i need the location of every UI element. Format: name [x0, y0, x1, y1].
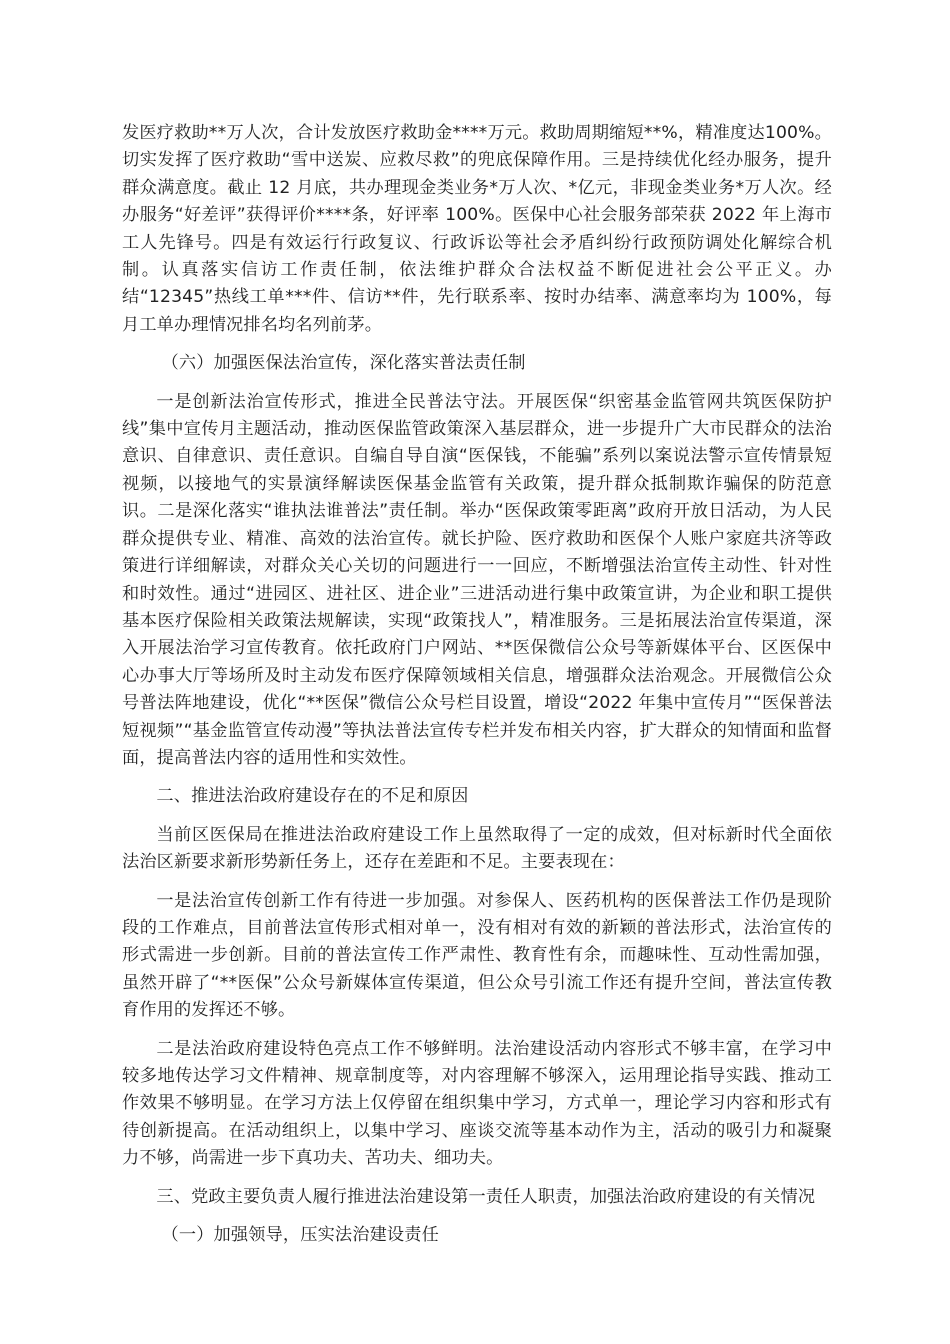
section-heading-2: 二、推进法治政府建设存在的不足和原因 [156, 786, 469, 807]
document-page [122, 120, 832, 1260]
body-paragraph-continuation: 发医疗救助**万人次，合计发放医疗救助金****万元。救助周期缩短**%，精准度达100%。切实发挥了医疗救助“雪中送炭、应救尽救”的兜底保障作用。三是持续优化经办服务，提升群众满意度。截止 12 月底，共办理现金类业务*万人次、*亿元，非现金类业务*万人次。经办服务“好差评”获得评价****条，好评率 100%。医保中心社会服务部荣获 2022 年上海市工人先锋号。四是有效运行行政复议、行政诉讼等社会矛盾纠纷行政预防调处化解综合机制。认真落实信访工作责任制，依法维护群众合法权益不断促进社会公平正义。办结“12345”热线工单***件、信访**件，先行联系率、按时办结率、满意率均为 100%，每月工单办理情况排名均名列前茅。 [122, 123, 832, 335]
subsection-heading-1: （一）加强领导，压实法治建设责任 [161, 1225, 439, 1246]
body-paragraph: 当前区医保局在推进法治政府建设工作上虽然取得了一定的成效，但对标新时代全面依法治区新要求新形势新任务上，还存在差距和不足。主要表现在： [122, 824, 832, 873]
body-paragraph: 二是法治政府建设特色亮点工作不够鲜明。法治建设活动内容形式不够丰富，在学习中较多地传达学习文件精神、规章制度等，对内容理解不够深入，运用理论指导实践、推动工作效果不够明显。在学习方法上仅停留在组织集中学习，方式单一，理论学习内容和形式有待创新提高。在活动组织上，以集中学习、座谈交流等基本动作为主，活动的吸引力和凝聚力不够，尚需进一步下真功夫、苦功夫、细功夫。 [122, 1038, 832, 1169]
section-heading-3: 三、党政主要负责人履行推进法治建设第一责任人职责，加强法治政府建设的有关情况 [156, 1186, 816, 1207]
body-paragraph: 一是法治宣传创新工作有待进一步加强。对参保人、医药机构的医保普法工作仍是现阶段的工作难点，目前普法宣传形式相对单一，没有相对有效的新颖的普法形式，法治宣传的形式需进一步创新。目前的普法宣传工作严肃性、教育性有余，而趣味性、互动性需加强，虽然开辟了“**医保”公众号新媒体宣传渠道，但公众号引流工作还有提升空间，普法宣传教育作用的发挥还不够。 [122, 890, 832, 1021]
section-heading-6: （六）加强医保法治宣传，深化落实普法责任制 [161, 353, 526, 374]
body-paragraph: 一是创新法治宣传形式，推进全民普法守法。开展医保“织密基金监管网共筑医保防护线”集中宣传月主题活动，推动医保监管政策深入基层群众，进一步提升广大市民群众的法治意识、自律意识、责任意识。自编自导自演“医保钱，不能骗”系列以案说法警示宣传情景短视频，以接地气的实景演绎解读医保基金监管有关政策，提升群众抵制欺诈骗保的防范意识。二是深化落实“谁执法谁普法”责任制。举办“医保政策零距离”政府开放日活动，为人民群众提供专业、精准、高效的法治宣传。就长护险、医疗救助和医保个人账户家庭共济等政策进行详细解读，对群众关心关切的问题进行一一回应，不断增强法治宣传主动性、针对性和时效性。通过“进园区、进社区、进企业”三进活动进行集中政策宣讲，为企业和职工提供基本医疗保险相关政策法规解读，实现“政策找人”，精准服务。三是拓展法治宣传渠道，深入开展法治学习宣传教育。依托政府门户网站、**医保微信公众号等新媒体平台、区医保中心办事大厅等场所及时主动发布医疗保障领域相关信息，增强群众法治观念。开展微信公众号普法阵地建设，优化“**医保”微信公众号栏目设置，增设“2022 年集中宣传月”“医保普法短视频”“基金监管宣传动漫”等执法普法宣传专栏并发布相关内容，扩大群众的知情面和监督面，提高普法内容的适用性和实效性。 [122, 391, 832, 768]
